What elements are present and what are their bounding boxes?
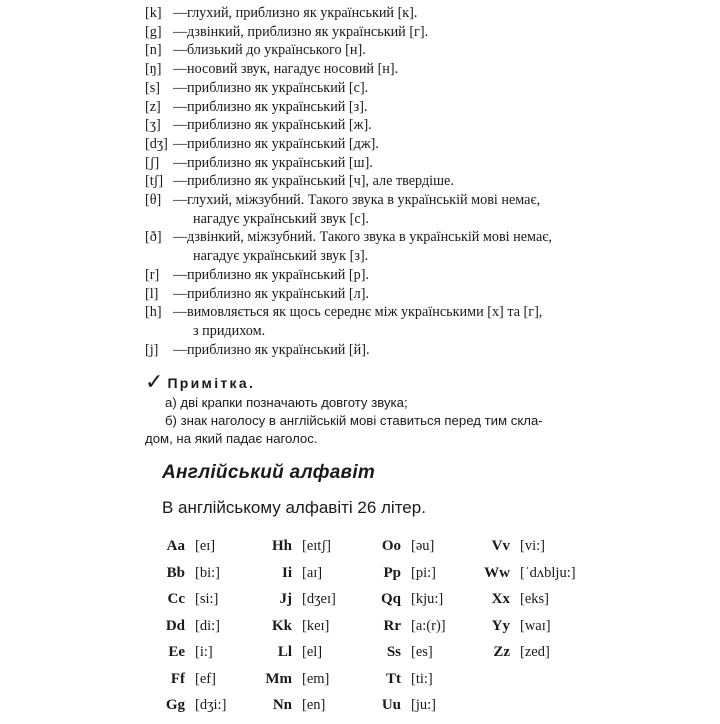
note-header bbox=[145, 372, 585, 394]
phonetic-row bbox=[145, 116, 595, 135]
description-line: вимовляється як щось середнє між українськими [х] та [г], bbox=[187, 304, 543, 321]
alphabet-entry bbox=[370, 565, 446, 592]
alphabet-transcription: [el] bbox=[302, 644, 323, 660]
alphabet-letter: Ll bbox=[277, 644, 292, 660]
phonetic-description bbox=[187, 4, 595, 23]
dash: — bbox=[173, 23, 188, 40]
phonetic-symbol: [ð] bbox=[145, 229, 162, 246]
alphabet-entry bbox=[260, 565, 336, 592]
phonetic-row bbox=[145, 135, 595, 154]
phonetic-description bbox=[187, 303, 595, 340]
phonetic-symbol: [r] bbox=[145, 266, 160, 283]
alphabet-transcription: [ti:] bbox=[411, 670, 433, 687]
alphabet-letter: Rr bbox=[383, 617, 401, 634]
alphabet-transcription: [ef] bbox=[195, 670, 216, 687]
phonetic-symbol: [tʃ] bbox=[145, 173, 164, 190]
dash: — bbox=[173, 117, 188, 134]
description-line: приблизно як український [ч], але твердіше. bbox=[187, 173, 454, 190]
section-heading: Англійський алфавіт bbox=[162, 462, 376, 483]
alphabet-transcription: [bi:] bbox=[195, 564, 220, 581]
alphabet-entry bbox=[480, 644, 576, 671]
alphabet-transcription: [si:] bbox=[195, 591, 219, 607]
phonetic-description bbox=[187, 341, 595, 360]
alphabet-entry bbox=[480, 591, 576, 618]
phonetic-row bbox=[145, 228, 595, 265]
phonetic-description bbox=[187, 154, 595, 173]
alphabet-transcription: [keɪ] bbox=[302, 617, 330, 634]
description-line: приблизно як український [дж]. bbox=[187, 135, 379, 152]
alphabet-entry bbox=[160, 618, 226, 645]
alphabet-entry bbox=[370, 591, 446, 618]
section-subtitle: В англійському алфавіті 26 літер. bbox=[162, 498, 426, 517]
phonetic-symbol: [ʒ] bbox=[145, 117, 161, 134]
alphabet-entry bbox=[160, 591, 226, 618]
note-text bbox=[145, 394, 585, 447]
phonetic-description bbox=[187, 41, 595, 60]
alphabet-letter: Dd bbox=[165, 617, 185, 634]
description-line: з придихом. bbox=[193, 322, 266, 339]
alphabet-transcription: [i:] bbox=[195, 644, 213, 660]
alphabet-entry bbox=[160, 565, 226, 592]
alphabet-letter: Vv bbox=[491, 538, 510, 554]
alphabet-entry bbox=[370, 618, 446, 645]
phonetic-symbol: [g] bbox=[145, 23, 162, 40]
alphabet-entry bbox=[480, 565, 576, 592]
phonetic-description bbox=[187, 98, 595, 117]
alphabet-letter: Aa bbox=[166, 538, 185, 554]
phonetic-row bbox=[145, 4, 595, 23]
alphabet-entry bbox=[160, 644, 226, 671]
phonetic-description bbox=[187, 23, 595, 42]
alphabet-transcription: [zed] bbox=[520, 644, 550, 660]
dash: — bbox=[173, 341, 188, 358]
dash: — bbox=[173, 79, 188, 96]
alphabet-column bbox=[480, 538, 576, 671]
phonetic-row bbox=[145, 154, 595, 173]
dash: — bbox=[173, 154, 188, 171]
description-line: носовий звук, нагадує носовий [н]. bbox=[187, 61, 399, 78]
alphabet-transcription: [eɪ] bbox=[195, 538, 216, 554]
alphabet-letter: Xx bbox=[491, 591, 510, 607]
alphabet-letter: Tt bbox=[386, 670, 401, 687]
description-line: приблизно як український [л]. bbox=[187, 285, 369, 302]
dash: — bbox=[173, 5, 188, 21]
alphabet-transcription: [waɪ] bbox=[520, 617, 551, 634]
description-line: нагадує український звук [с]. bbox=[193, 210, 369, 227]
phonetic-row bbox=[145, 79, 595, 98]
phonetic-list bbox=[145, 4, 595, 359]
phonetic-row bbox=[145, 191, 595, 228]
alphabet-transcription: [pi:] bbox=[411, 564, 436, 581]
description-line: дзвінкий, приблизно як український [г]. bbox=[187, 23, 429, 40]
alphabet-letter: Bb bbox=[166, 564, 185, 581]
description-line: приблизно як український [й]. bbox=[187, 341, 370, 358]
alphabet-entry bbox=[160, 671, 226, 698]
alphabet-entry bbox=[260, 671, 336, 698]
dash: — bbox=[173, 61, 188, 78]
alphabet-transcription: [en] bbox=[302, 697, 326, 713]
phonetic-symbol: [j] bbox=[145, 341, 159, 358]
description-line: глухий, міжзубний. Такого звука в українській мові немає, bbox=[187, 192, 541, 209]
alphabet-transcription: [vi:] bbox=[520, 538, 545, 554]
phonetic-row bbox=[145, 303, 595, 340]
note-line-a: а) дві крапки позначають довготу звука; bbox=[165, 395, 408, 410]
phonetic-description bbox=[187, 228, 595, 265]
alphabet-letter: Ff bbox=[170, 670, 185, 687]
alphabet-transcription: [kju:] bbox=[411, 591, 444, 607]
alphabet-transcription: [dʒeɪ] bbox=[302, 591, 336, 607]
phonetic-row bbox=[145, 60, 595, 79]
alphabet-transcription: [a:(r)] bbox=[411, 617, 446, 634]
phonetic-symbol: [z] bbox=[145, 98, 161, 115]
dash: — bbox=[173, 192, 188, 209]
alphabet-letter: Ww bbox=[484, 564, 510, 581]
phonetic-row bbox=[145, 98, 595, 117]
description-line: приблизно як український [с]. bbox=[187, 79, 369, 96]
dash: — bbox=[173, 98, 188, 115]
alphabet-transcription: [eɪtʃ] bbox=[302, 538, 331, 554]
phonetic-description bbox=[187, 266, 595, 285]
phonetic-row bbox=[145, 266, 595, 285]
alphabet-entry bbox=[260, 538, 336, 565]
phonetic-description bbox=[187, 172, 595, 191]
phonetic-symbol: [l] bbox=[145, 285, 159, 302]
alphabet-transcription: [eks] bbox=[520, 591, 549, 607]
alphabet-letter: Qq bbox=[380, 591, 401, 607]
alphabet-entry bbox=[480, 618, 576, 645]
description-line: близький до українського [н]. bbox=[187, 42, 366, 59]
phonetic-description bbox=[187, 191, 595, 228]
phonetic-symbol: [s] bbox=[145, 79, 160, 96]
alphabet-letter: Zz bbox=[493, 644, 510, 660]
description-line: приблизно як український [з]. bbox=[187, 98, 368, 115]
phonetic-symbol: [n] bbox=[145, 42, 162, 59]
phonetic-symbol: [dʒ] bbox=[145, 135, 168, 152]
phonetic-symbol: [h] bbox=[145, 304, 162, 321]
alphabet-letter: Mm bbox=[265, 670, 292, 687]
phonetic-symbol: [k] bbox=[145, 5, 162, 21]
alphabet-transcription: [di:] bbox=[195, 617, 220, 634]
phonetic-row bbox=[145, 41, 595, 60]
dash: — bbox=[173, 135, 188, 152]
note-line-b: б) знак наголосу в англійській мові ставиться перед тим скла- bbox=[165, 412, 543, 428]
alphabet-letter: Uu bbox=[381, 697, 401, 713]
dash: — bbox=[173, 229, 188, 246]
alphabet-letter: Ii bbox=[281, 564, 292, 581]
alphabet-letter: Oo bbox=[381, 538, 401, 554]
alphabet-letter: Yy bbox=[491, 617, 510, 634]
dash: — bbox=[173, 266, 188, 283]
alphabet-letter: Pp bbox=[383, 564, 401, 581]
alphabet-letter: Hh bbox=[271, 538, 292, 554]
alphabet-letter: Ss bbox=[386, 644, 401, 660]
alphabet-transcription: [em] bbox=[302, 670, 330, 687]
phonetic-row bbox=[145, 341, 595, 360]
phonetic-row bbox=[145, 285, 595, 304]
phonetic-description bbox=[187, 60, 595, 79]
alphabet-entry bbox=[260, 618, 336, 645]
alphabet-letter: Ee bbox=[168, 644, 185, 660]
note-line-b-cont: дом, на який падає наголос. bbox=[145, 430, 318, 446]
alphabet-letter: Gg bbox=[165, 697, 185, 713]
description-line: приблизно як український [ж]. bbox=[187, 117, 372, 134]
phonetic-description bbox=[187, 79, 595, 98]
alphabet-entry bbox=[260, 591, 336, 618]
alphabet-table bbox=[160, 538, 600, 718]
description-line: нагадує український звук [з]. bbox=[193, 248, 369, 265]
alphabet-entry bbox=[160, 538, 226, 565]
alphabet-transcription: [əu] bbox=[411, 538, 435, 554]
note-block bbox=[145, 372, 585, 447]
phonetic-symbol: [θ] bbox=[145, 192, 162, 209]
phonetic-symbol: [ʃ] bbox=[145, 154, 160, 171]
checkmark-icon: ✓ bbox=[145, 370, 164, 395]
alphabet-entry bbox=[370, 671, 446, 698]
alphabet-entry bbox=[370, 644, 446, 671]
dash: — bbox=[173, 285, 188, 302]
dash: — bbox=[173, 173, 188, 190]
dash: — bbox=[173, 42, 188, 59]
alphabet-entry bbox=[480, 538, 576, 565]
alphabet-transcription: [es] bbox=[411, 644, 433, 660]
note-title: Примітка. bbox=[167, 375, 256, 391]
alphabet-column bbox=[260, 538, 336, 724]
alphabet-letter: Nn bbox=[272, 697, 292, 713]
description-line: приблизно як український [р]. bbox=[187, 266, 370, 283]
description-line: приблизно як український [ш]. bbox=[187, 154, 373, 171]
alphabet-transcription: [ju:] bbox=[411, 697, 436, 713]
alphabet-column bbox=[370, 538, 446, 724]
alphabet-column bbox=[160, 538, 226, 724]
alphabet-transcription: [ˈdʌblju:] bbox=[520, 564, 576, 581]
alphabet-transcription: [dʒi:] bbox=[195, 697, 227, 713]
dash: — bbox=[173, 304, 188, 321]
alphabet-transcription: [aɪ] bbox=[302, 564, 323, 581]
description-line: глухий, приблизно як український [к]. bbox=[187, 5, 418, 21]
phonetic-row bbox=[145, 23, 595, 42]
alphabet-entry bbox=[260, 644, 336, 671]
phonetic-symbol: [ŋ] bbox=[145, 61, 162, 78]
alphabet-entry bbox=[370, 538, 446, 565]
alphabet-letter: Kk bbox=[271, 617, 292, 634]
phonetic-description bbox=[187, 116, 595, 135]
phonetic-description bbox=[187, 135, 595, 154]
phonetic-row bbox=[145, 172, 595, 191]
alphabet-letter: Cc bbox=[167, 591, 185, 607]
description-line: дзвінкий, міжзубний. Такого звука в українській мові немає, bbox=[187, 229, 552, 246]
phonetic-description bbox=[187, 285, 595, 304]
alphabet-letter: Jj bbox=[279, 591, 292, 607]
